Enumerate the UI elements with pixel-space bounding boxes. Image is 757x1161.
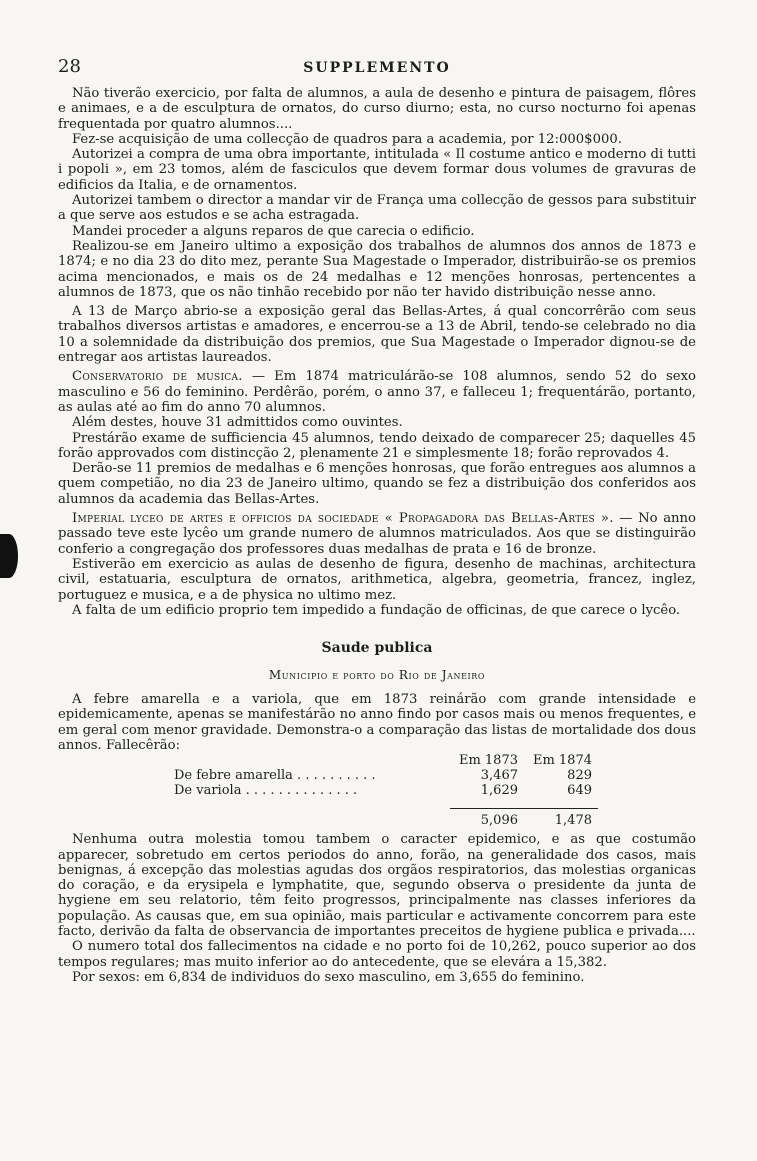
cell-value: 829 [567, 768, 592, 784]
section-subtitle: Municipio e porto do Rio de Janeiro [268, 668, 486, 683]
paragraph: A febre amarella e a variola, que em 1873 reinárão com grande intensidade e epidemicamente, apenas se manifestárão no anno findo por casos mais ou menos frequentes, e em geral com menor gravidade. Demonstra-o a comparação das listas de mortalidade dos dous annos. Fallecêrão: [58, 692, 696, 753]
cell-value: 649 [567, 783, 592, 799]
paragraph [58, 369, 696, 415]
mortality-table [168, 753, 598, 828]
section-title: Saude publica [321, 640, 433, 657]
paragraph: Autorizei a compra de uma obra importante, intitulada « Il costume antico e moderno di tutti i popoli », em 23 tomos, além de fasciculos que devem formar dous volumes de gravuras de edificios da Italia, e de ornamentos. [58, 147, 696, 193]
paragraph: A falta de um edificio proprio tem impedido a fundação de officinas, de que carece o lycêo. [72, 602, 681, 618]
paragraph: Por sexos: em 6,834 de individuos do sexo masculino, em 3,655 do feminino. [72, 969, 585, 985]
paragraph: Estiverão em exercicio as aulas de desenho de figura, desenho de machinas, architectura civil, estatuaria, esculptura de ornatos, arithmetica, algebra, geometria, francez, inglez, portuguez e musica, e a de physica no ultimo mez. [58, 556, 696, 603]
table-row [168, 783, 598, 798]
row-label: De febre amarella . . . . . . . . . . [174, 768, 376, 784]
paragraph: Não tiverão exercicio, por falta de alumnos, a aula de desenho e pintura de paisagem, flôres e animaes, e a de esculptura de ornatos, do curso diurno; esta, no curso nocturno foi apenas frequentada por quatro alumnos.... [58, 86, 696, 132]
paragraph-lead: Conservatorio de musica. [72, 369, 243, 385]
paragraph: Prestárão exame de sufficiencia 45 alumnos, tendo deixado de comparecer 25; daquelles 45 forão approvados com distincção 2, plenamente 21 e simplesmente 18; forão reprovados 4. [58, 430, 696, 461]
table-total-row [168, 809, 598, 829]
paragraph [58, 511, 696, 557]
paragraph: A 13 de Março abrio-se a exposição geral das Bellas-Artes, á qual concorrêrão com seus trabalhos diversos artistas e amadores, e encerrou-se a 13 de Abril, tendo-se celebrado no dia 10 a solemnidade da distribuição dos premios, que Sua Magestade o Imperador dignou-se de entregar aos artistas laureados. [58, 304, 696, 366]
row-label: De variola . . . . . . . . . . . . . . [174, 783, 358, 799]
paragraph: Mandei proceder a alguns reparos de que carecia o edificio. [72, 223, 475, 239]
page-number: 28 [58, 56, 81, 77]
column-header: Em 1873 [458, 753, 518, 769]
page-header [58, 56, 696, 86]
document-page [58, 56, 696, 985]
paragraph: Autorizei tambem o director a mandar vir de França uma collecção de gessos para substituir a que serve aos estudos e se acha estragada. [58, 193, 696, 224]
paragraph-lead: Imperial lyceo de artes e officios da sociedade « Propagadora das Bellas-Artes ». [72, 511, 614, 527]
column-header: Em 1874 [532, 753, 592, 769]
paragraph: O numero total dos fallecimentos na cidade e no porto foi de 10,262, pouco superior ao dos tempos regulares; mas muito inferior ao do antecedente, que se elevára a 15,382. [58, 939, 696, 970]
paragraph: Nenhuma outra molestia tomou tambem o caracter epidemico, e as que costumão apparecer, sobretudo em certos periodos do anno, forão, na generalidade dos casos, mais benignas, á excepção das molestias agudas dos orgãos respiratorios, das molestias organicas do coração, e da erysipela e lymphatite, que, segundo observa o presidente da junta de hygiene em seu relatorio, têm feito progressos, principalmente nas classes inferiores da população. As causas que, em sua opinião, mais particular e activamente concorrem para este facto, derivão da falta de observancia de importantes preceitos de hygiene publica e privada.... [58, 832, 696, 940]
paragraph: Além destes, houve 31 admittidos como ouvintes. [72, 415, 403, 431]
paragraph-text: — Em 1874 matriculárão-se 108 alumnos, sendo 52 do sexo masculino e 56 do feminino. Perdêrão, porém, o anno 37, e falleceu 1; frequentárão, portanto, as aulas até ao fim do anno 70 alumnos. [58, 369, 696, 415]
cell-value: 1,629 [480, 783, 518, 799]
paragraph: Derão-se 11 premios de medalhas e 6 menções honrosas, que forão entregues aos alumnos a quem competião, no dia 23 de Janeiro ultimo, quando se fez a distribuição dos conferidos aos alumnos da academia das Bellas-Artes. [58, 461, 696, 507]
table-header-row [168, 753, 598, 768]
total-value: 1,478 [524, 809, 598, 829]
cell-value: 3,467 [480, 768, 518, 784]
paragraph: Fez-se acquisição de uma collecção de quadros para a academia, por 12:000$000. [72, 131, 622, 147]
running-title: SUPPLEMENTO [303, 60, 451, 76]
paragraph: Realizou-se em Janeiro ultimo a exposição dos trabalhos de alumnos dos annos de 1873 e 1874; e no dia 23 do dito mez, perante Sua Magestade o Imperador, distribuirão-se os premios acima mencionados, e mais os de 24 medalhas e 12 menções honrosas, pertencentes a alumnos de 1873, que os não tinhão recebido por não ter havido distribuição nesse anno. [58, 238, 696, 300]
table-row [168, 768, 598, 783]
ink-smudge [0, 534, 18, 578]
total-value: 5,096 [450, 809, 524, 829]
paragraph-text: — No anno passado teve este lycêo um grande numero de alumnos matriculados. Aos que se distinguirão conferio a congregação dos professores duas medalhas de prata e 16 de bronze. [58, 511, 696, 557]
